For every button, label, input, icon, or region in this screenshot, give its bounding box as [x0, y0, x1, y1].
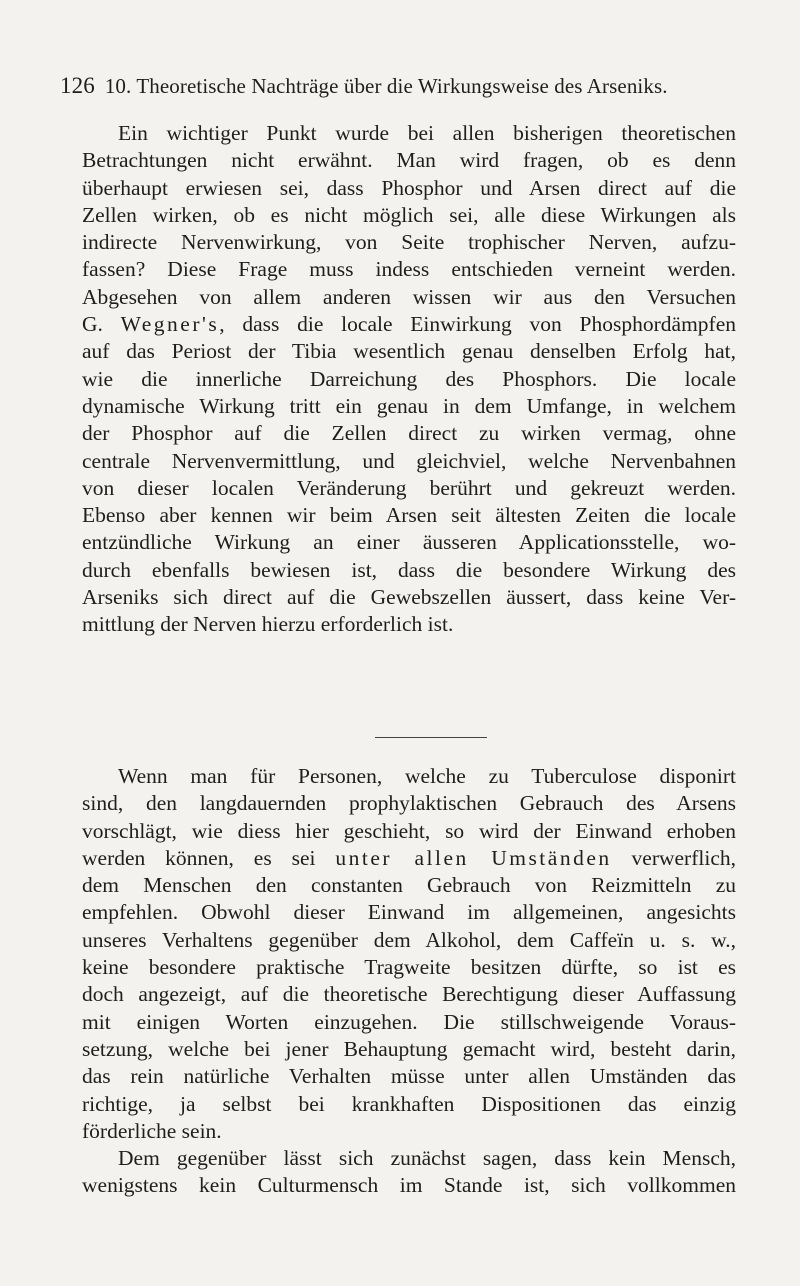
wegner-suffix: , dass die locale Einwirkung von Phosphordämpfen — [219, 312, 736, 337]
text-line: keine besondere praktische Tragweite besitzen dürfte, so ist es — [82, 955, 736, 980]
text-line: mittlung der Nerven hierzu erforderlich ist. — [82, 612, 454, 637]
text-line: dynamische Wirkung tritt ein genau in dem Umfange, in welchem — [82, 393, 736, 418]
wegner-prefix: G. — [82, 312, 121, 337]
text-line: setzung, welche bei jener Behauptung gemacht wird, besteht darin, — [82, 1036, 736, 1061]
chapter-title: 10. Theoretische Nachträge über die Wirkungsweise des Arseniks. — [104, 74, 668, 98]
text-line: wie die innerliche Darreichung des Phosphors. Die locale — [82, 366, 736, 391]
text-line: mit einigen Worten einzugehen. Die stillschweigende Voraus- — [82, 1009, 736, 1034]
paragraph-1 — [82, 120, 736, 639]
text-line: Abgesehen von allem anderen wissen wir aus den Versuchen — [82, 284, 736, 309]
emphasized-phrase: unter allen Umständen — [335, 845, 612, 870]
text-line: förderliche sein. — [82, 1118, 222, 1143]
text-line: entzündliche Wirkung an einer äusseren Applicationsstelle, wo- — [82, 530, 736, 555]
paragraph-2 — [82, 763, 736, 1200]
text-line: richtige, ja selbst bei krankhaften Dispositionen das einzig — [82, 1091, 736, 1116]
text-line: Betrachtungen nicht erwähnt. Man wird fragen, ob es denn — [82, 148, 736, 173]
text-line: Wenn man für Personen, welche zu Tuberculose disponirt — [118, 764, 736, 788]
text-line-wegner — [82, 311, 736, 338]
page-number: 126 — [60, 73, 95, 98]
text-line-emphasis — [82, 845, 736, 872]
text-line: doch angezeigt, auf die theoretische Berechtigung dieser Auffassung — [82, 982, 736, 1007]
text-line: fassen? Diese Frage muss indess entschieden verneint werden. — [82, 257, 736, 282]
text-line: unseres Verhaltens gegenüber dem Alkohol, dem Caffeïn u. s. w., — [82, 927, 736, 952]
text-line: Zellen wirken, ob es nicht möglich sei, alle diese Wirkungen als — [82, 202, 736, 227]
text-line: vorschlägt, wie diess hier geschieht, so wird der Einwand erhoben — [82, 818, 736, 843]
text-line: sind, den langdauernden prophylaktischen Gebrauch des Arsens — [82, 791, 736, 816]
text-line: der Phosphor auf die Zellen direct zu wirken vermag, ohne — [82, 421, 736, 446]
text-line: überhaupt erwiesen sei, dass Phosphor und Arsen direct auf die — [82, 175, 736, 200]
text-line: von dieser localen Veränderung berührt und gekreuzt werden. — [82, 475, 736, 500]
text-line: empfehlen. Obwohl dieser Einwand im allgemeinen, angesichts — [82, 900, 736, 925]
text-line: Ein wichtiger Punkt wurde bei allen bisherigen theoretischen — [118, 121, 736, 145]
text-line: centrale Nervenvermittlung, und gleichviel, welche Nervenbahnen — [82, 448, 736, 473]
section-divider — [375, 737, 487, 738]
text-line: indirecte Nervenwirkung, von Seite trophischer Nerven, aufzu- — [82, 230, 736, 255]
text-line: durch ebenfalls bewiesen ist, dass die besondere Wirkung des — [82, 557, 736, 582]
text-line: das rein natürliche Verhalten müsse unter allen Umständen das — [82, 1064, 736, 1089]
text-line: auf das Periost der Tibia wesentlich genau denselben Erfolg hat, — [82, 339, 736, 364]
text-line: dem Menschen den constanten Gebrauch von Reizmitteln zu — [82, 873, 736, 898]
text-line: wenigstens kein Culturmensch im Stande ist, sich vollkommen — [82, 1173, 736, 1198]
text-line: Ebenso aber kennen wir beim Arsen seit ältesten Zeiten die locale — [82, 503, 736, 528]
text-line: Arseniks sich direct auf die Gewebszellen äussert, dass keine Ver- — [82, 585, 736, 610]
emphasis-prefix: werden können, es sei — [82, 845, 336, 870]
author-name-wegner: Wegner's — [120, 312, 220, 337]
running-head — [60, 72, 750, 100]
emphasis-suffix: verwerflich, — [611, 845, 736, 870]
text-line: Dem gegenüber lässt sich zunächst sagen, dass kein Mensch, — [118, 1146, 736, 1171]
